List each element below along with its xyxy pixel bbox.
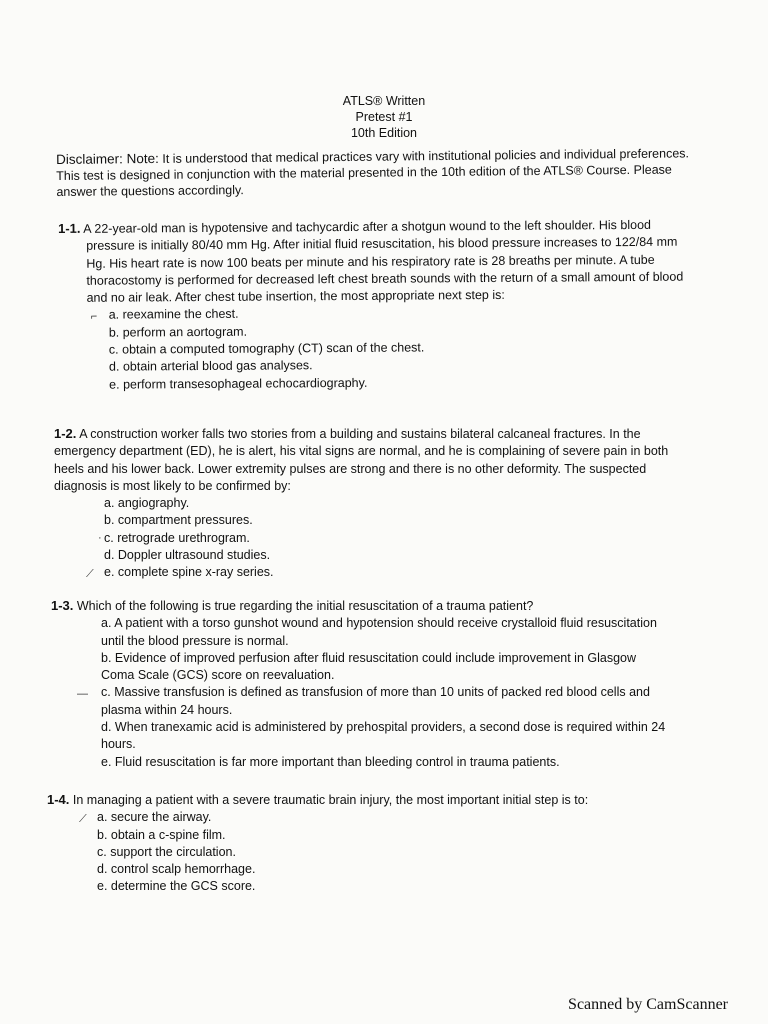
option-text: a. A patient with a torso gunshot wound and hypotension should receive crystalloid fluid resuscitation until the blood pressure is normal. — [101, 616, 657, 648]
scanner-watermark: Scanned by CamScanner — [568, 996, 728, 1013]
option-text: c. retrograde urethrogram. — [104, 530, 250, 545]
answer-option — [77, 684, 691, 719]
answer-option — [101, 719, 691, 754]
question-number: 1-1. — [58, 220, 81, 236]
check-mark-icon: ⌐ — [90, 311, 98, 324]
question-1-1 — [58, 216, 699, 394]
option-text: a. reexamine the chest. — [108, 307, 239, 323]
answer-option — [104, 512, 694, 529]
answer-option — [97, 827, 687, 844]
answer-option — [97, 878, 687, 895]
option-text: c. obtain a computed tomography (CT) scan of the chest. — [108, 340, 425, 357]
check-mark-icon: — — [77, 688, 88, 701]
option-text: b. compartment pressures. — [104, 513, 253, 528]
answer-option — [101, 615, 691, 650]
answer-option — [109, 372, 699, 393]
option-text: e. complete spine x-ray series. — [104, 565, 274, 580]
document-header — [0, 93, 768, 141]
check-mark-icon: ⟋ — [79, 813, 87, 826]
option-text: e. perform transesophageal echocardiography. — [109, 375, 368, 392]
option-text: c. Massive transfusion is defined as transfusion of more than 10 units of packed red blood cells and plasma within 24 hours. — [101, 685, 650, 717]
option-text: d. obtain arterial blood gas analyses. — [108, 358, 313, 375]
question-stem — [58, 216, 699, 308]
question-text: In managing a patient with a severe traumatic brain injury, the most important initial step is to: — [69, 793, 589, 807]
answer-option — [97, 861, 687, 878]
dot-mark-icon: · — [98, 531, 102, 544]
option-text: b. perform an aortogram. — [108, 324, 248, 340]
answer-option — [98, 530, 694, 547]
header-title: ATLS® Written — [342, 94, 426, 108]
option-text: a. angiography. — [104, 496, 190, 511]
answer-option — [86, 564, 694, 581]
question-stem — [51, 597, 691, 615]
header-edition: 10th Edition — [350, 126, 418, 140]
option-text: b. obtain a c-spine film. — [97, 827, 226, 842]
answer-option — [101, 754, 691, 771]
answer-option — [79, 809, 687, 826]
answer-option — [104, 547, 694, 564]
answer-options — [51, 615, 691, 771]
question-text: Which of the following is true regarding the initial resuscitation of a trauma patient? — [73, 599, 534, 613]
question-stem — [47, 791, 687, 809]
question-number: 1-2. — [54, 426, 77, 441]
question-1-2 — [54, 425, 694, 582]
question-number: 1-3. — [51, 598, 74, 613]
question-stem — [54, 425, 694, 495]
question-1-4 — [47, 791, 687, 896]
answer-option — [101, 650, 691, 685]
option-text: d. When tranexamic acid is administered by prehospital providers, a second dose is required within 24 hours. — [101, 720, 666, 752]
option-text: d. Doppler ultrasound studies. — [104, 548, 271, 563]
question-text: A construction worker falls two stories from a building and sustains bilateral calcaneal fractures. In the emergency department (ED), he is alert, his vital signs are normal, and he is complaining of severe pain in both heels and his lower back. Lower extremity pulses are strong and there is no other deformity. The suspected diagnosis is most likely to be confirmed by: — [54, 427, 669, 493]
option-text: c. support the circulation. — [97, 844, 236, 859]
header-subtitle: Pretest #1 — [355, 110, 413, 124]
option-text: a. secure the airway. — [97, 810, 212, 825]
disclaimer — [56, 145, 696, 200]
check-mark-icon: ⟋ — [86, 568, 94, 581]
answer-option — [104, 495, 694, 512]
option-text: e. determine the GCS score. — [97, 879, 256, 894]
answer-options — [59, 303, 700, 394]
option-text: e. Fluid resuscitation is far more important than bleeding control in trauma patients. — [101, 754, 560, 769]
answer-options — [54, 495, 694, 581]
disclaimer-lead: Disclaimer: Note: — [56, 150, 159, 167]
question-1-3 — [51, 597, 691, 771]
option-text: b. Evidence of improved perfusion after fluid resuscitation could include improvement in Glasgow Coma Scale (GCS) score on reevaluation. — [101, 650, 636, 683]
disclaimer-text: It is understood that medical practices vary with institutional policies and individual preferences. This test is designed in conjunction with the material presented in the 10th edition of the ATLS® Course. Please answer the questions accordingly. — [56, 146, 690, 199]
question-number: 1-4. — [47, 792, 70, 807]
option-text: d. control scalp hemorrhage. — [97, 862, 256, 877]
question-text: A 22-year-old man is hypotensive and tachycardic after a shotgun wound to the left shoulder. His blood pressure is initially 80/40 mm Hg. After initial fluid resuscitation, his blood pressure increases to 122/84 mm Hg. His heart rate is now 100 beats per minute and his respiratory rate is 28 breaths per minute. A tube thoracostomy is performed for decreased left chest breath sounds with the return of a small amount of blood and no air leak. After chest tube insertion, the most appropriate next step is: — [80, 217, 684, 305]
answer-option — [97, 844, 687, 861]
answer-options — [47, 809, 687, 895]
